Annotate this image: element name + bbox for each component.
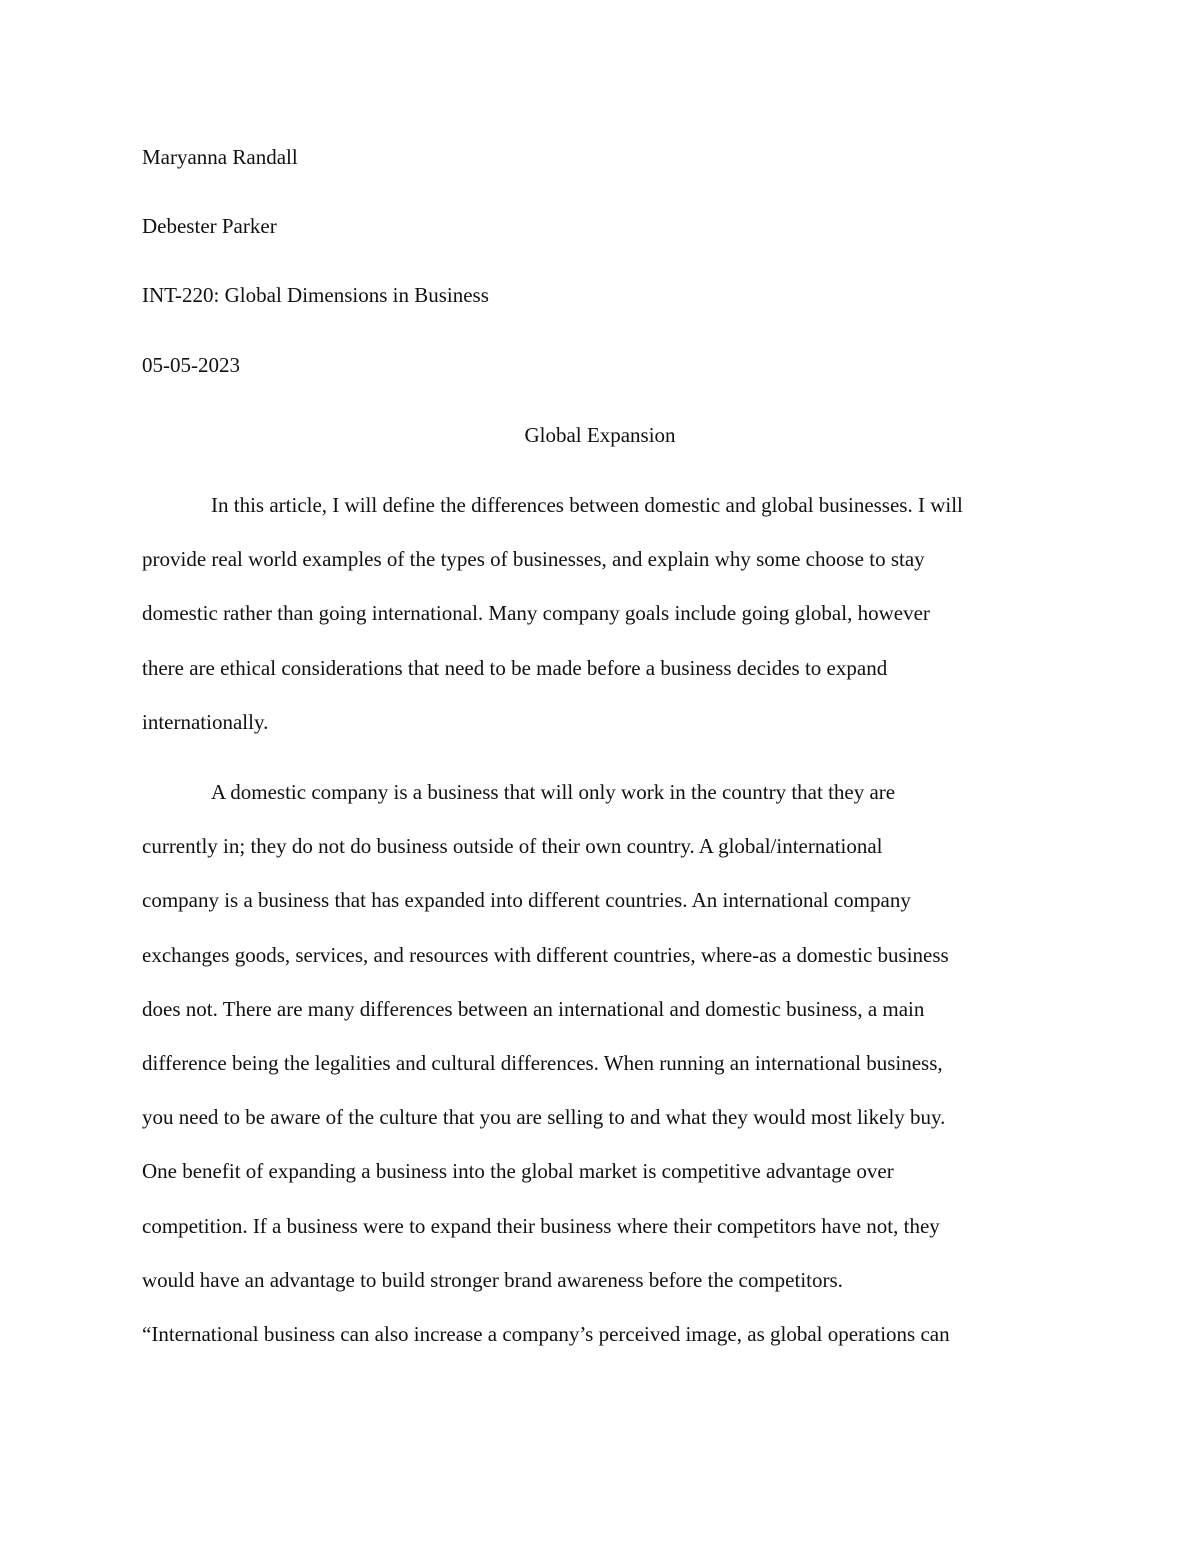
paragraph-line: does not. There are many differences between an international and domestic business, a main <box>142 996 925 1021</box>
document-date: 05-05-2023 <box>142 353 240 377</box>
paragraph-line: you need to be aware of the culture that you are selling to and what they would most likely buy. <box>142 1105 946 1130</box>
author-name: Maryanna Randall <box>142 145 298 169</box>
paragraph-line: currently in; they do not do business outside of their own country. A global/international <box>142 834 883 859</box>
course-name: INT-220: Global Dimensions in Business <box>142 283 489 307</box>
paragraph-line: In this article, I will define the differences between domestic and global businesses. I will <box>211 493 963 517</box>
paragraph-line: A domestic company is a business that will only work in the country that they are <box>211 780 896 804</box>
paragraph-line: “International business can also increase a company’s perceived image, as global operations can <box>142 1322 950 1347</box>
paragraph-line: company is a business that has expanded into different countries. An international company <box>142 888 911 913</box>
paragraph-line: difference being the legalities and cultural differences. When running an international business, <box>142 1051 943 1076</box>
paragraph-line: provide real world examples of the types of businesses, and explain why some choose to stay <box>142 547 925 572</box>
paragraph-line: domestic rather than going international. Many company goals include going global, however <box>142 601 930 626</box>
document-title: Global Expansion <box>524 423 676 447</box>
paragraph-line: competition. If a business were to expand their business where their competitors have not, they <box>142 1213 940 1238</box>
paragraph-line: exchanges goods, services, and resources with different countries, where-as a domestic business <box>142 942 949 967</box>
instructor-name: Debester Parker <box>142 214 277 238</box>
paragraph-2 <box>142 765 1058 1361</box>
paragraph-line: would have an advantage to build stronger brand awareness before the competitors. <box>142 1267 843 1292</box>
paragraph-line: there are ethical considerations that need to be made before a business decides to expand <box>142 655 888 680</box>
paragraph-line: internationally. <box>142 709 269 734</box>
paragraph-line: One benefit of expanding a business into the global market is competitive advantage over <box>142 1159 894 1184</box>
paragraph-1 <box>142 478 1058 749</box>
